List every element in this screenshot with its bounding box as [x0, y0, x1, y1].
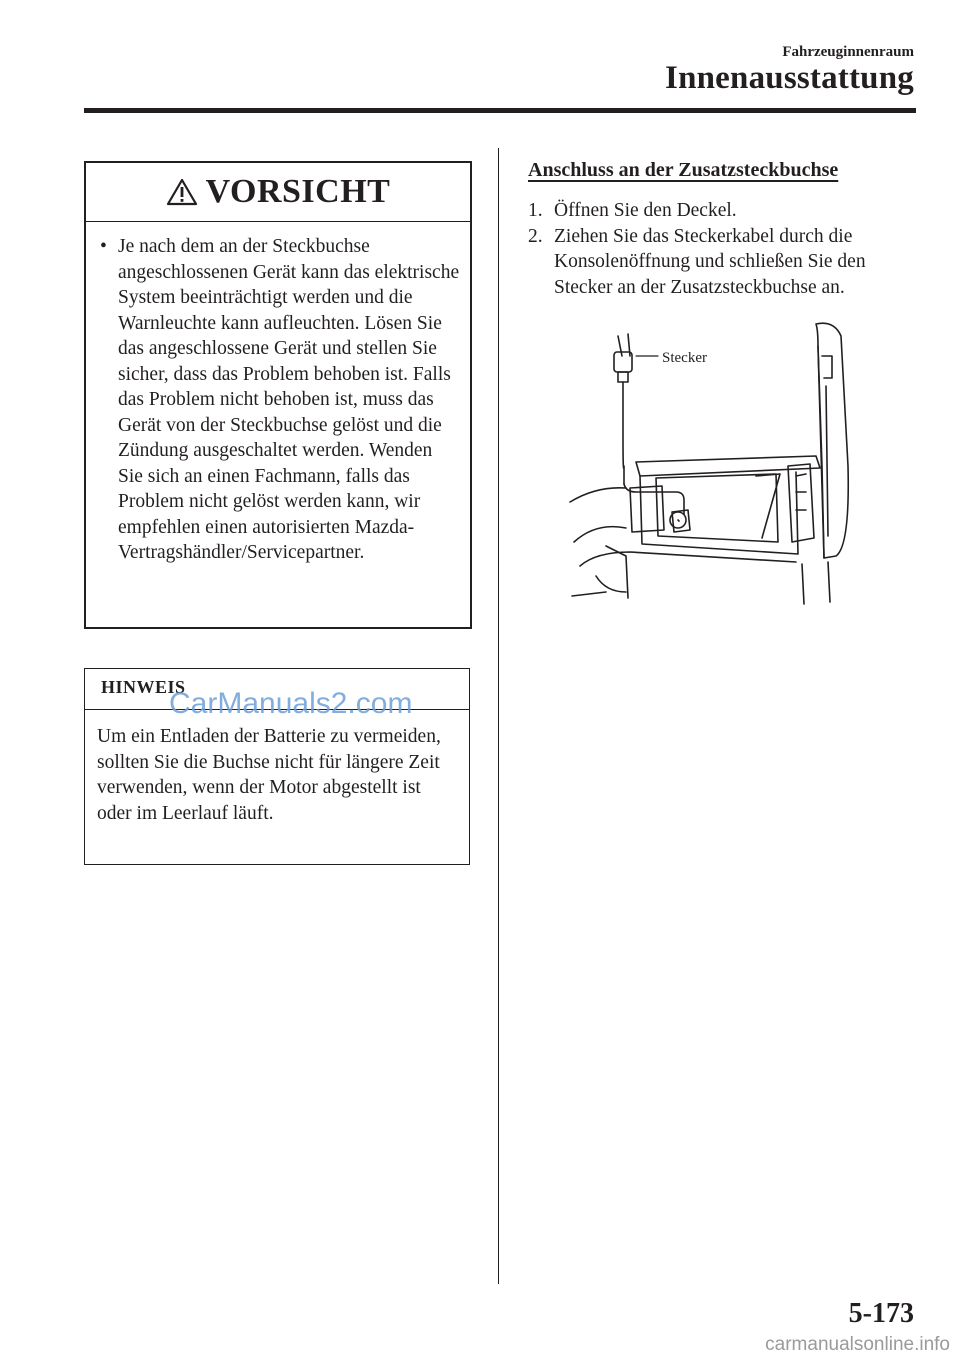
header-section: Fahrzeuginnenraum [782, 44, 914, 60]
section-heading: Anschluss an der Zusatzsteckbuchse [528, 159, 839, 181]
header-rule [84, 108, 916, 113]
caution-title: VORSICHT [205, 173, 391, 210]
caution-box [84, 161, 472, 629]
step-item [528, 224, 918, 301]
note-header [85, 669, 469, 720]
caution-header [86, 163, 470, 222]
caution-bullet-text: Je nach dem an der Steckbuchse angeschlossenen Gerät kann das elektrische System beeinträchtigt werden und die Warnleuchte kann aufleuchten. Lösen Sie das angeschlossene Gerät und stellen Sie sicher, dass das Problem behoben ist. Falls das Problem nicht behoben ist, muss das Gerät von der Steckbuchse gelöst und die Zündung ausgeschaltet werden. Wenden Sie sich an einen Fachmann, falls das Problem nicht gelöst werden kann, wir empfehlen einen autorisierten Mazda-Vertragshändler/Servicepartner. [118, 236, 460, 563]
step-item [528, 198, 918, 224]
column-divider [498, 148, 499, 1284]
console-socket-illustration [566, 316, 866, 606]
step-text: Ziehen Sie das Steckerkabel durch die Konsolenöffnung und schließen Sie den Stecker an der Zusatzsteckbuchse an. [554, 225, 866, 298]
watermark-bottom: carmanualsonline.info [765, 1334, 950, 1355]
step-number: 1. [528, 200, 543, 221]
steps-list [528, 198, 918, 300]
watermark-center: CarManuals2.com [169, 687, 413, 720]
step-text: Öffnen Sie den Deckel. [554, 200, 737, 221]
warning-triangle-icon [166, 178, 198, 206]
bullet-dot: • [100, 236, 107, 257]
page-number: 5-173 [848, 1298, 914, 1329]
caution-body [86, 222, 470, 566]
step-number: 2. [528, 225, 543, 247]
caution-bullet-item [100, 234, 462, 566]
note-body: Um ein Entladen der Batterie zu vermeiden, sollten Sie die Buchse nicht für längere Zeit verwenden, wenn der Motor abgestellt ist oder im Leerlauf läuft. [97, 726, 441, 824]
note-box [84, 668, 470, 865]
figure-label-plug: Stecker [662, 350, 707, 366]
note-title: HINWEIS [101, 677, 186, 697]
page-title: Innenausstattung [665, 60, 914, 96]
